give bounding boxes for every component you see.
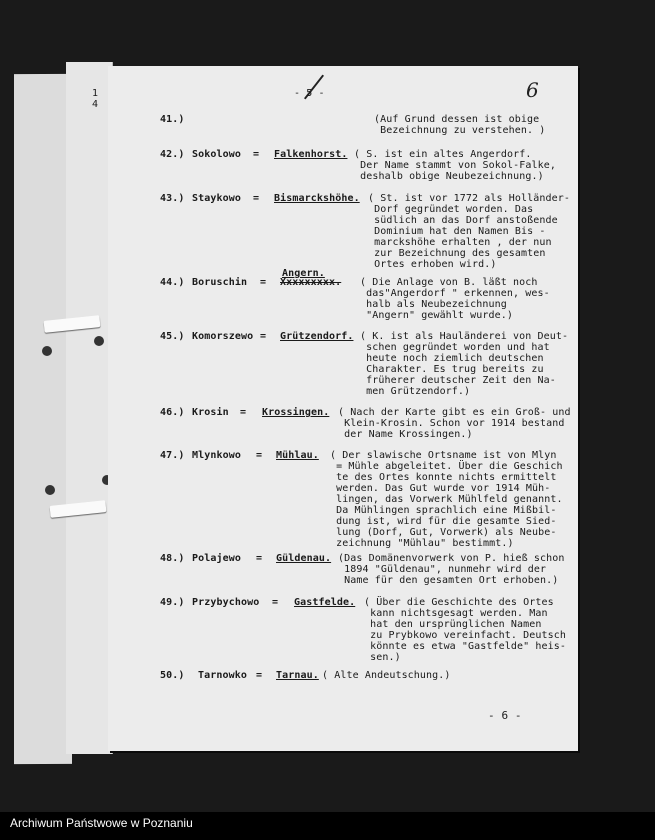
underlying-page-edge <box>66 62 113 754</box>
new-place-name: Angern. <box>282 268 325 279</box>
struck-out-name: Xxxxxxxxx. <box>280 277 342 288</box>
equals-sign: = <box>272 597 279 608</box>
new-place-name: Mühlau. <box>276 450 319 461</box>
entry-number: 47.) <box>160 450 185 461</box>
new-place-name: Bismarckshöhe. <box>274 193 360 204</box>
entry-number: 46.) <box>160 407 185 418</box>
archive-label: Archiwum Państwowe w Poznaniu <box>10 816 193 830</box>
equals-sign: = <box>253 149 260 160</box>
margin-mark: 1 4 <box>92 88 99 110</box>
equals-sign: = <box>240 407 247 418</box>
entry-number: 50.) <box>160 670 185 681</box>
new-place-name: Tarnau. <box>276 670 319 681</box>
old-place-name: Boruschin <box>192 277 248 288</box>
old-place-name: Polajewo <box>192 553 241 564</box>
entry-description: (Das Domänenvorwerk von P. hieß schon 1894 "Güldenau", nunmehr wird der Name für den gesamten Ort erhoben.) <box>338 553 565 586</box>
entry-number: 42.) <box>160 149 185 160</box>
entry-number: 48.) <box>160 553 185 564</box>
punch-hole <box>94 336 104 346</box>
entry-description: (Auf Grund dessen ist obige Bezeichnung zu verstehen. ) <box>374 114 546 136</box>
entry-description: ( Alte Andeutschung.) <box>322 670 451 681</box>
entry-description: ( Über die Geschichte des Ortes kann nichtsgesagt werden. Man hat den ursprünglichen Namen zu Prybkowo vereinfacht. Deutsch könnte es etwa "Gastfelde" heis- sen.) <box>364 597 566 663</box>
document-sheet <box>108 66 578 751</box>
new-place-name: Grützendorf. <box>280 331 354 342</box>
entry-description: ( Die Anlage von B. läßt noch das"Angerdorf " erkennen, wes- halb als Neubezeichnung "Angern" gewählt wurde.) <box>360 277 550 321</box>
new-place-name: Falkenhorst. <box>274 149 348 160</box>
entry-description: ( St. ist vor 1772 als Holländer- Dorf gegründet worden. Das südlich an das Dorf anstoßende Dominium hat den Namen Bis - marckshöhe erhalten , der nun zur Bezeichnung des gesamten Ortes erhoben wird.) <box>368 193 570 270</box>
entry-description: ( S. ist ein altes Angerdorf. Der Name stammt von Sokol-Falke, deshalb obige Neubezeichnung.) <box>354 149 556 182</box>
equals-sign: = <box>260 277 267 288</box>
entry-description: ( Der slawische Ortsname ist von Mlyn = Mühle abgeleitet. Über die Geschich te des Ortes konnte nichts ermittelt werden. Das Gut wurde vor 1914 Müh- lingen, das Vorwerk Mühlfeld genannt. Da Mühlingen sprachlich eine Mißbil- dung ist, wird für die gesamte Sied- lung (Dorf, Gut, Vorwerk) als Neube- zeichnung "Mühlau" bestimmt.) <box>330 450 563 549</box>
equals-sign: = <box>256 553 263 564</box>
old-place-name: Sokolowo <box>192 149 241 160</box>
entry-number: 44.) <box>160 277 185 288</box>
punch-hole <box>42 346 52 356</box>
underlying-page <box>14 74 72 764</box>
equals-sign: = <box>256 450 263 461</box>
equals-sign: = <box>256 670 263 681</box>
new-place-name: Güldenau. <box>276 553 332 564</box>
equals-sign: = <box>253 193 260 204</box>
entry-number: 49.) <box>160 597 185 608</box>
old-place-name: Staykowo <box>192 193 241 204</box>
handwritten-folio-number: 6 <box>526 78 539 102</box>
page-number-top: - 5 - <box>294 88 325 99</box>
old-place-name: Komorszewo <box>192 331 254 342</box>
old-place-name: Przybychowo <box>192 597 260 608</box>
old-place-name: Mlynkowo <box>192 450 241 461</box>
equals-sign: = <box>260 331 267 342</box>
punch-hole <box>45 485 55 495</box>
entry-number: 43.) <box>160 193 185 204</box>
entry-description: ( Nach der Karte gibt es ein Groß- und Klein-Krosin. Schon vor 1914 bestand der Name Krossingen.) <box>338 407 571 440</box>
old-place-name: Krosin <box>192 407 229 418</box>
entry-number: 41.) <box>160 114 185 125</box>
entry-number: 45.) <box>160 331 185 342</box>
page-number-bottom: - 6 - <box>488 709 522 722</box>
old-place-name: Tarnowko <box>198 670 247 681</box>
entry-description: ( K. ist als Hauländerei von Deut- schen gegründet worden und hat heute noch ziemlich deutschen Charakter. Es trug bereits zu früherer deutscher Zeit den Na- men Grützendorf.) <box>360 331 569 397</box>
new-place-name: Krossingen. <box>262 407 330 418</box>
new-place-name: Gastfelde. <box>294 597 356 608</box>
